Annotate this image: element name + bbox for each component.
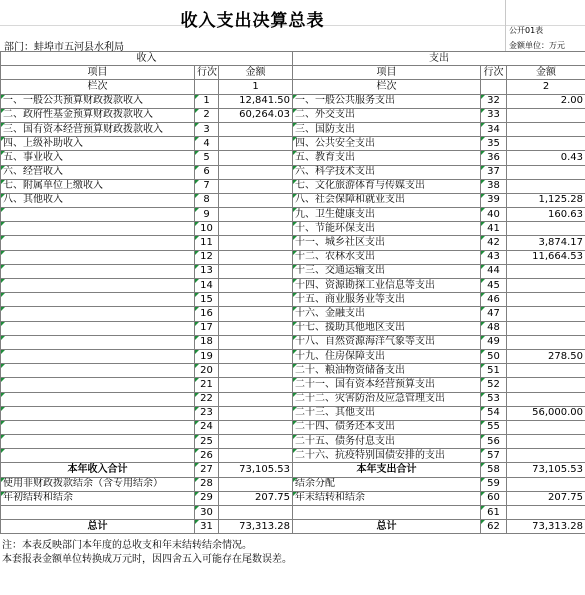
- row-number: 44: [481, 264, 507, 278]
- row-number: 62: [481, 520, 507, 534]
- unit-label: 金额单位：万元: [509, 41, 565, 50]
- expense-item: 四、公共安全支出: [293, 137, 481, 151]
- income-amount: [219, 151, 293, 165]
- surplus-distribution-label: 结余分配: [293, 477, 481, 491]
- row-number: 54: [481, 406, 507, 420]
- expense-item: 二十三、其他支出: [293, 406, 481, 420]
- table-row: [1, 94, 585, 108]
- form-number: 公开01表: [509, 26, 544, 35]
- expense-item: 二十六、抗疫特别国债安排的支出: [293, 449, 481, 463]
- table-row: [1, 293, 585, 307]
- expense-amount: [507, 264, 585, 278]
- income-amount: [219, 264, 293, 278]
- expense-amount: 2.00: [507, 94, 585, 108]
- empty-cell: [219, 506, 293, 520]
- year-income-total-label: 本年收入合计: [1, 463, 195, 477]
- row-number: 50: [481, 349, 507, 363]
- row-number: 21: [195, 378, 219, 392]
- table-row: [1, 364, 585, 378]
- expense-amount: 160.63: [507, 208, 585, 222]
- income-amount: [219, 420, 293, 434]
- row-number: 41: [481, 222, 507, 236]
- nonfiscal-row: [1, 477, 585, 491]
- blank-row: [1, 506, 585, 520]
- income-col-label: 栏次: [1, 80, 195, 94]
- row-number: 45: [481, 279, 507, 293]
- expense-amount: [507, 378, 585, 392]
- expense-amount: [507, 279, 585, 293]
- income-amount: [219, 250, 293, 264]
- expense-amount: [507, 435, 585, 449]
- expense-item: 二、外交支出: [293, 108, 481, 122]
- row-number: 60: [481, 491, 507, 505]
- row-number: 57: [481, 449, 507, 463]
- income-section-header: 收入: [1, 52, 293, 66]
- nonfiscal-surplus-amount: [219, 477, 293, 491]
- income-item: 二、政府性基金预算财政拨款收入: [1, 108, 195, 122]
- row-number: 7: [195, 179, 219, 193]
- expense-amount: 56,000.00: [507, 406, 585, 420]
- expense-item: 一、一般公共服务支出: [293, 94, 481, 108]
- footnote: 注：本表反映部门本年度的总收支和年末结转结余情况。: [2, 540, 252, 551]
- grand-total-row: [1, 520, 585, 534]
- income-amount: [219, 364, 293, 378]
- footnote: 本套报表金额单位转换成万元时，因四舍五入可能存在尾数误差。: [2, 554, 292, 565]
- row-number: 19: [195, 349, 219, 363]
- income-item: [1, 307, 195, 321]
- income-item: 三、国有资本经营预算财政拨款收入: [1, 122, 195, 136]
- income-item: 四、上级补助收入: [1, 137, 195, 151]
- income-item: [1, 279, 195, 293]
- row-number: 25: [195, 435, 219, 449]
- income-item: [1, 321, 195, 335]
- income-item: [1, 420, 195, 434]
- income-item: [1, 293, 195, 307]
- table-row: [1, 122, 585, 136]
- row-number: 40: [481, 208, 507, 222]
- income-amount: [219, 293, 293, 307]
- income-amount: [219, 435, 293, 449]
- row-number: 23: [195, 406, 219, 420]
- beginning-carryover-amount: 207.75: [219, 491, 293, 505]
- income-item: [1, 449, 195, 463]
- expense-col-label: 栏次: [293, 80, 481, 94]
- income-item: 一、一般公共预算财政拨款收入: [1, 94, 195, 108]
- table-row: [1, 392, 585, 406]
- row-number: 38: [481, 179, 507, 193]
- row-number: 9: [195, 208, 219, 222]
- row-number: 20: [195, 364, 219, 378]
- income-amount: [219, 378, 293, 392]
- row-number: 33: [481, 108, 507, 122]
- table-row: [1, 236, 585, 250]
- income-amount: [219, 236, 293, 250]
- row-number: 32: [481, 94, 507, 108]
- expense-amount: [507, 165, 585, 179]
- expense-item: 三、国防支出: [293, 122, 481, 136]
- expense-amount: 1,125.28: [507, 193, 585, 207]
- income-amount: [219, 208, 293, 222]
- row-number: 14: [195, 279, 219, 293]
- nonfiscal-surplus-label: 使用非财政拨款结余（含专用结余）: [1, 477, 195, 491]
- income-item: 五、事业收入: [1, 151, 195, 165]
- income-amount: [219, 137, 293, 151]
- row-number: 34: [481, 122, 507, 136]
- expense-rowno-header: 行次: [481, 66, 507, 80]
- table-row: [1, 250, 585, 264]
- row-number: 35: [481, 137, 507, 151]
- grand-total-expense-amount: 73,313.28: [507, 520, 585, 534]
- empty-cell: [481, 80, 507, 94]
- year-total-row: [1, 463, 585, 477]
- table-row: [1, 349, 585, 363]
- income-amount: [219, 122, 293, 136]
- row-number: 1: [195, 94, 219, 108]
- income-item: 八、其他收入: [1, 193, 195, 207]
- expense-amount: [507, 108, 585, 122]
- income-item: [1, 378, 195, 392]
- section-header-row: [1, 52, 585, 66]
- income-amount: [219, 335, 293, 349]
- expense-amount: 278.50: [507, 349, 585, 363]
- empty-cell: [1, 506, 195, 520]
- beginning-carryover-label: 年初结转和结余: [1, 491, 195, 505]
- expense-amount: [507, 449, 585, 463]
- expense-item: 二十四、债务还本支出: [293, 420, 481, 434]
- expense-amount: 11,664.53: [507, 250, 585, 264]
- year-expense-total-label: 本年支出合计: [293, 463, 481, 477]
- expense-item: 二十二、灾害防治及应急管理支出: [293, 392, 481, 406]
- report-title: 收入支出决算总表: [180, 11, 325, 31]
- row-number: 47: [481, 307, 507, 321]
- table-row: [1, 321, 585, 335]
- table-row: [1, 420, 585, 434]
- year-expense-total-amount: 73,105.53: [507, 463, 585, 477]
- row-number: 49: [481, 335, 507, 349]
- empty-cell: [293, 506, 481, 520]
- income-amount: [219, 179, 293, 193]
- expense-amount: [507, 392, 585, 406]
- row-number: 30: [195, 506, 219, 520]
- income-amount: [219, 193, 293, 207]
- income-item: [1, 208, 195, 222]
- table-row: [1, 193, 585, 207]
- surplus-distribution-amount: [507, 477, 585, 491]
- row-number: 43: [481, 250, 507, 264]
- expense-item: 十四、资源勘探工业信息等支出: [293, 279, 481, 293]
- income-amount: [219, 392, 293, 406]
- expense-item: 二十五、债务付息支出: [293, 435, 481, 449]
- expense-amount: [507, 307, 585, 321]
- expense-item: 九、卫生健康支出: [293, 208, 481, 222]
- income-item: [1, 264, 195, 278]
- income-item-header: 项目: [1, 66, 195, 80]
- expense-amount: [507, 364, 585, 378]
- table-row: [1, 307, 585, 321]
- expense-amount-header: 金额: [507, 66, 585, 80]
- income-item: [1, 236, 195, 250]
- income-amount: [219, 279, 293, 293]
- row-number: 2: [195, 108, 219, 122]
- row-number: 39: [481, 193, 507, 207]
- expense-section-header: 支出: [293, 52, 585, 66]
- income-amount: [219, 449, 293, 463]
- income-amount: [219, 222, 293, 236]
- income-amount: 12,841.50: [219, 94, 293, 108]
- table-row: [1, 449, 585, 463]
- row-number: 42: [481, 236, 507, 250]
- income-amount: [219, 307, 293, 321]
- table-body: [1, 52, 585, 463]
- expense-amount: [507, 321, 585, 335]
- row-number: 59: [481, 477, 507, 491]
- expense-amount: [507, 293, 585, 307]
- row-number: 22: [195, 392, 219, 406]
- expense-item: 二十、粮油物资储备支出: [293, 364, 481, 378]
- income-item: [1, 250, 195, 264]
- table-row: [1, 264, 585, 278]
- row-number: 37: [481, 165, 507, 179]
- expense-item: 十七、援助其他地区支出: [293, 321, 481, 335]
- divider: [505, 0, 506, 51]
- expense-amount: [507, 137, 585, 151]
- income-amount-header: 金额: [219, 66, 293, 80]
- table-row: [1, 435, 585, 449]
- table-row: [1, 279, 585, 293]
- row-number: 27: [195, 463, 219, 477]
- income-item: [1, 222, 195, 236]
- expense-amount: [507, 122, 585, 136]
- income-amount: [219, 406, 293, 420]
- expense-item: 十五、商业服务业等支出: [293, 293, 481, 307]
- carryover-row: [1, 491, 585, 505]
- row-number: 46: [481, 293, 507, 307]
- row-number: 10: [195, 222, 219, 236]
- row-number: 4: [195, 137, 219, 151]
- expense-item: 十三、交通运输支出: [293, 264, 481, 278]
- row-number: 5: [195, 151, 219, 165]
- row-number: 31: [195, 520, 219, 534]
- income-amount: [219, 165, 293, 179]
- income-item: [1, 392, 195, 406]
- row-number: 53: [481, 392, 507, 406]
- income-item: [1, 364, 195, 378]
- grand-total-income-amount: 73,313.28: [219, 520, 293, 534]
- row-number: 3: [195, 122, 219, 136]
- row-number: 61: [481, 506, 507, 520]
- expense-amount: [507, 179, 585, 193]
- table-row: [1, 208, 585, 222]
- expense-item: 十、节能环保支出: [293, 222, 481, 236]
- table-row: [1, 335, 585, 349]
- expense-item: 十二、农林水支出: [293, 250, 481, 264]
- grand-total-expense-label: 总计: [293, 520, 481, 534]
- expense-amount: [507, 222, 585, 236]
- expense-amount: 3,874.17: [507, 236, 585, 250]
- row-number: 26: [195, 449, 219, 463]
- row-number: 12: [195, 250, 219, 264]
- income-amount: [219, 349, 293, 363]
- row-number: 13: [195, 264, 219, 278]
- income-rowno-header: 行次: [195, 66, 219, 80]
- column-header-row: [1, 66, 585, 80]
- row-number: 48: [481, 321, 507, 335]
- ending-carryover-label: 年末结转和结余: [293, 491, 481, 505]
- expense-item: 六、科学技术支出: [293, 165, 481, 179]
- empty-cell: [195, 80, 219, 94]
- income-col-number: 1: [219, 80, 293, 94]
- expense-item: 十九、住房保障支出: [293, 349, 481, 363]
- income-amount: [219, 321, 293, 335]
- expense-item: 十六、金融支出: [293, 307, 481, 321]
- expense-item: 七、文化旅游体育与传媒支出: [293, 179, 481, 193]
- row-number: 52: [481, 378, 507, 392]
- row-number: 58: [481, 463, 507, 477]
- ending-carryover-amount: 207.75: [507, 491, 585, 505]
- table-row: [1, 151, 585, 165]
- expense-item: 八、社会保障和就业支出: [293, 193, 481, 207]
- income-item: 七、附属单位上缴收入: [1, 179, 195, 193]
- expense-item: 十八、自然资源海洋气象等支出: [293, 335, 481, 349]
- column-number-row: [1, 80, 585, 94]
- income-item: [1, 335, 195, 349]
- expense-item: 十一、城乡社区支出: [293, 236, 481, 250]
- totals-body: [1, 463, 585, 534]
- expense-amount: 0.43: [507, 151, 585, 165]
- row-number: 56: [481, 435, 507, 449]
- year-income-total-amount: 73,105.53: [219, 463, 293, 477]
- row-number: 24: [195, 420, 219, 434]
- table-row: [1, 179, 585, 193]
- row-number: 51: [481, 364, 507, 378]
- expense-item: 五、教育支出: [293, 151, 481, 165]
- row-number: 55: [481, 420, 507, 434]
- table-row: [1, 222, 585, 236]
- income-item: [1, 435, 195, 449]
- empty-cell: [507, 506, 585, 520]
- row-number: 16: [195, 307, 219, 321]
- table-row: [1, 406, 585, 420]
- expense-item: 二十一、国有资本经营预算支出: [293, 378, 481, 392]
- table-row: [1, 137, 585, 151]
- expense-amount: [507, 335, 585, 349]
- row-number: 36: [481, 151, 507, 165]
- grand-total-income-label: 总计: [1, 520, 195, 534]
- expense-col-number: 2: [507, 80, 585, 94]
- income-amount: 60,264.03: [219, 108, 293, 122]
- row-number: 6: [195, 165, 219, 179]
- expense-amount: [507, 420, 585, 434]
- income-item: [1, 349, 195, 363]
- row-number: 15: [195, 293, 219, 307]
- row-number: 11: [195, 236, 219, 250]
- row-number: 8: [195, 193, 219, 207]
- table-row: [1, 378, 585, 392]
- income-item: 六、经营收入: [1, 165, 195, 179]
- expense-item-header: 项目: [293, 66, 481, 80]
- department-label: 部门：蚌埠市五河县水利局: [4, 42, 124, 53]
- table-row: [1, 165, 585, 179]
- row-number: 18: [195, 335, 219, 349]
- income-expense-table: [0, 51, 585, 534]
- row-number: 28: [195, 477, 219, 491]
- row-number: 29: [195, 491, 219, 505]
- row-number: 17: [195, 321, 219, 335]
- table-row: [1, 108, 585, 122]
- income-item: [1, 406, 195, 420]
